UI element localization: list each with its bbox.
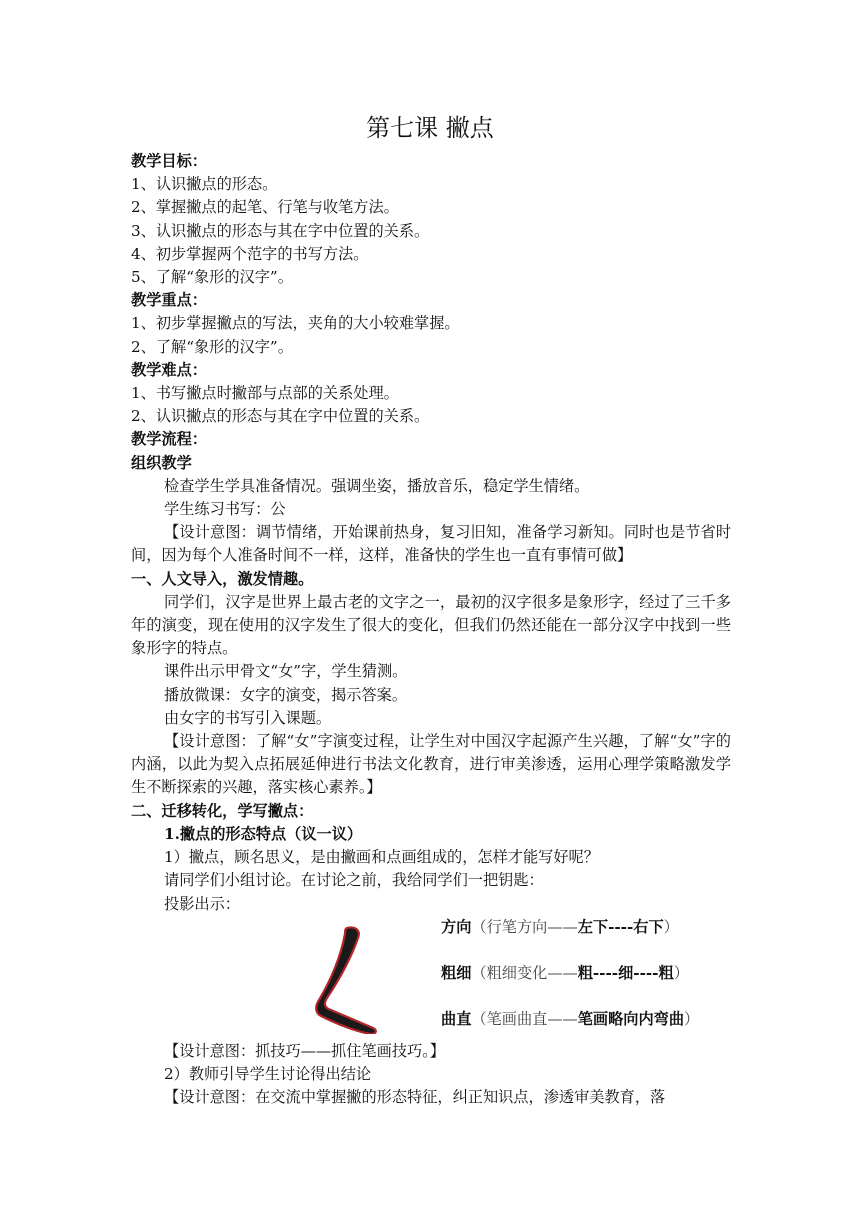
note-open: （行笔方向—— (471, 917, 578, 936)
section1-paragraph: 同学们，汉字是世界上最古老的文字之一，最初的汉字很多是象形字，经过了三千多年的演变，现在使用的汉字发生了很大的变化，但我们仍然还能在一部分汉字中找到一些象形字的特点。 (131, 592, 731, 658)
design-intent-skill: 【设计意图：抓技巧——抓住笔画技巧。】 (164, 1041, 445, 1060)
difficulty-item: 1、书写撇点时撇部与点部的关系处理。 (131, 384, 399, 403)
note-key: 方向 (441, 917, 472, 936)
section1-line: 课件出示甲骨文“女”字，学生猜测。 (164, 662, 408, 681)
note-thickness (441, 962, 689, 985)
note-direction (441, 916, 679, 939)
design-intent-organize: 【设计意图：调节情绪，开始课前热身，复习旧知，准备学习新知。同时也是节省时间，因为每个人准备时间不一样，这样，准备快的学生也一直有事情可做】 (131, 523, 731, 565)
note-bold: 粗----细----粗 (577, 963, 674, 982)
difficulty-item: 2、认识撇点的形态与其在字中位置的关系。 (131, 407, 430, 426)
note-open: （笔画曲直—— (471, 1009, 578, 1028)
section2-line: 请同学们小组讨论。在讨论之前，我给同学们一把钥匙： (164, 871, 544, 890)
stroke-figure (131, 916, 731, 1040)
process-heading: 教学流程： (131, 430, 207, 449)
keypoints-heading: 教学重点： (131, 291, 207, 310)
objective-item: 4、初步掌握两个范字的书写方法。 (131, 244, 369, 263)
section2-line: 投影出示： (164, 894, 240, 913)
section1-line: 播放微课：女字的演变，揭示答案。 (164, 685, 407, 704)
organize-line: 检查学生学具准备情况。强调坐姿，播放音乐，稳定学生情绪。 (164, 476, 590, 495)
step2-line: 2）教师引导学生讨论得出结论 (164, 1064, 372, 1083)
keypoint-item: 1、初步掌握撇点的写法，夹角的大小较难掌握。 (131, 314, 460, 333)
objective-item: 2、掌握撇点的起笔、行笔与收笔方法。 (131, 198, 399, 217)
note-key: 曲直 (441, 1009, 472, 1028)
section1-heading: 一、人文导入，激发情趣。 (131, 569, 314, 588)
note-open: （粗细变化—— (471, 963, 578, 982)
design-intent-last: 【设计意图：在交流中掌握撇的形态特征，纠正知识点，渗透审美教育，落 (164, 1088, 666, 1107)
organize-heading: 组织教学 (131, 453, 192, 472)
difficulties-heading: 教学难点： (131, 360, 207, 379)
objectives-heading: 教学目标： (131, 152, 207, 170)
objective-item: 5、了解“象形的汉字”。 (131, 268, 293, 287)
section2-heading: 二、迁移转化，学写撇点： (131, 801, 314, 820)
note-bold: 左下----右下 (577, 917, 664, 936)
section2-line: 1）撇点，顾名思义，是由撇画和点画组成的，怎样才能写好呢？ (164, 848, 599, 867)
section1-line: 由女字的书写引入课题。 (164, 708, 332, 727)
lesson-body (131, 150, 731, 1109)
section2-subheading: 1.撇点的形态特点（议一议） (164, 824, 363, 843)
objective-item: 3、认识撇点的形态与其在字中位置的关系。 (131, 221, 430, 240)
note-key: 粗细 (441, 963, 472, 982)
note-close: ） (673, 963, 689, 982)
design-intent-section1: 【设计意图：了解“女”字演变过程，让学生对中国汉字起源产生兴趣，了解“女”字的内涵，以此为契入点拓展延伸进行书法文化教育，进行审美渗透，运用心理学策略激发学生不断探索的兴趣，落实核心素养。】 (131, 732, 731, 797)
organize-line: 学生练习书写：公 (164, 500, 286, 519)
note-close: ） (663, 917, 679, 936)
keypoint-item: 2、了解“象形的汉字”。 (131, 337, 293, 356)
note-bold: 笔画略向内弯曲 (577, 1009, 684, 1028)
note-curvature (441, 1008, 699, 1031)
note-close: ） (684, 1009, 700, 1028)
lesson-title: 第七课 撇点 (366, 114, 494, 142)
objective-item: 1、认识撇点的形态。 (131, 175, 278, 194)
pie-dian-stroke-image (311, 924, 391, 1034)
